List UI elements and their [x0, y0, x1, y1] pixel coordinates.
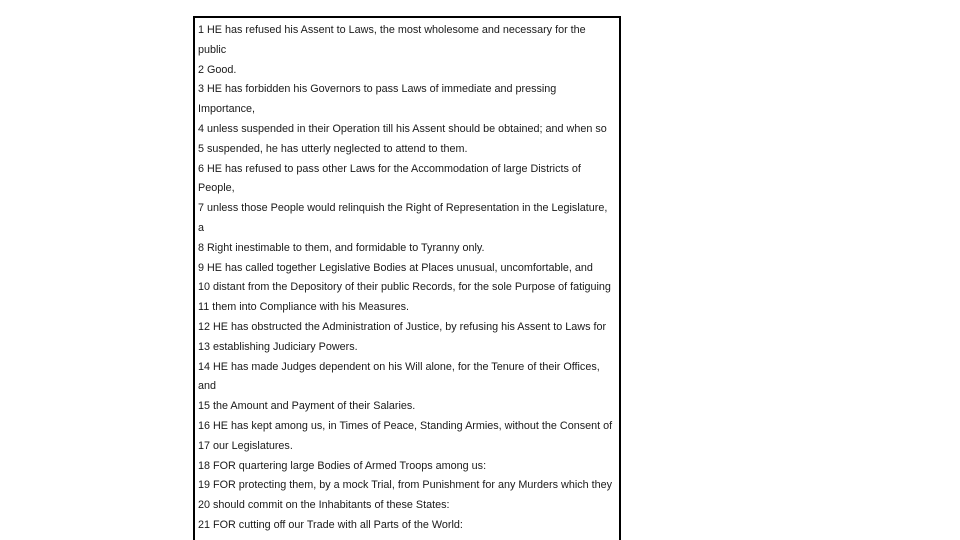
- document-line: 21 FOR cutting off our Trade with all Parts of the World:: [198, 518, 463, 531]
- document-line: 14 HE has made Judges dependent on his Will alone, for the Tenure of their Offices,: [198, 360, 600, 373]
- document-line: Importance,: [198, 103, 256, 116]
- document-line: 1 HE has refused his Assent to Laws, the most wholesome and necessary for the: [198, 24, 586, 36]
- document-line: 3 HE has forbidden his Governors to pass Laws of immediate and pressing: [198, 83, 557, 96]
- document-line: 8 Right inestimable to them, and formidable to Tyranny only.: [198, 241, 485, 254]
- document-line: 17 our Legislatures.: [198, 439, 293, 452]
- document-line: public: [198, 43, 227, 56]
- document-line: 4 unless suspended in their Operation till his Assent should be obtained; and when so: [198, 122, 607, 135]
- document-line: 15 the Amount and Payment of their Salaries.: [198, 400, 416, 413]
- document-line: 12 HE has obstructed the Administration of Justice, by refusing his Assent to Laws for: [198, 320, 607, 333]
- document-line: 9 HE has called together Legislative Bodies at Places unusual, uncomfortable, and: [198, 261, 593, 274]
- document-line: and: [198, 380, 217, 393]
- document-line: 10 distant from the Depository of their public Records, for the sole Purpose of fatiguing: [198, 281, 611, 294]
- document-line: 2 Good.: [198, 63, 237, 76]
- document-lines: [198, 21, 621, 536]
- document-line: 20 should commit on the Inhabitants of these States:: [198, 499, 450, 512]
- document-line: 6 HE has refused to pass other Laws for the Accommodation of large Districts of: [198, 162, 581, 175]
- document-line: 13 establishing Judiciary Powers.: [198, 340, 358, 353]
- document-line: 19 FOR protecting them, by a mock Trial, from Punishment for any Murders which they: [198, 479, 613, 492]
- document-line: People,: [198, 182, 235, 195]
- document-text-box: [193, 16, 621, 540]
- document-line: 18 FOR quartering large Bodies of Armed Troops among us:: [198, 459, 487, 472]
- document-line: 16 HE has kept among us, in Times of Peace, Standing Armies, without the Consent of: [198, 419, 613, 432]
- document-line: 7 unless those People would relinquish the Right of Representation in the Legislature,: [198, 202, 608, 215]
- document-line: a: [198, 221, 205, 234]
- document-line: 11 them into Compliance with his Measures.: [198, 301, 410, 314]
- document-line: 5 suspended, he has utterly neglected to attend to them.: [198, 142, 468, 155]
